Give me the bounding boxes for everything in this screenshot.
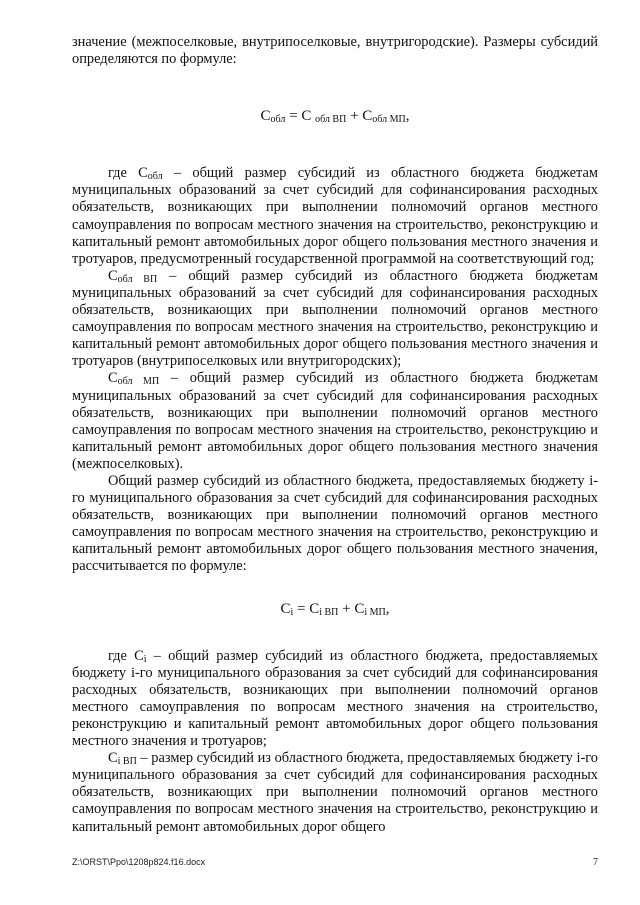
- definition-ci: где $С_i$ – общий размер субсидий из областного бюджета, предоставляемых бюджету i-го муниципального образования за счет субсидий для софинансирования расходных обязательств, возникающих при выполнении полномочий органов местного самоуправления по вопросам местного значения на строительство, реконструкцию и капитальный ремонт автомобильных дорог общего пользования местного значения и тротуаров;: [72, 647, 599, 750]
- document-page: [72, 34, 598, 836]
- file-path: Z:\ORST\Ppo\1208p824.f16.docx: [72, 857, 206, 867]
- definition-c-obl: где $С_{обл}$ – общий размер субсидий из областного бюджета бюджетам муниципальных образований за счет субсидий для софинансирования расходных обязательств, возникающих при выполнении полномочий органов местного самоуправления по вопросам местного значения на строительство, реконструкцию и капитальный ремонт автомобильных дорог общего пользования местного значения и тротуаров, предусмотренный государственной программой на соответствующий год;: [72, 165, 598, 267]
- intro-paragraph: значение (межпоселковые, внутрипоселковые, внутригородские). Размеры субсидий определяются по формуле:: [72, 34, 598, 68]
- definition-c-obl-vp: $С_{обл ВП}$ – общий размер субсидий из областного бюджета бюджетам муниципальных образований за счет субсидий для софинансирования расходных обязательств, возникающих при выполнении полномочий органов местного самоуправления по вопросам местного значения на строительство, реконструкцию и капитальный ремонт автомобильных дорог общего пользования местного значения и тротуаров (внутрипоселковых или внутригородских);: [72, 267, 598, 370]
- general-paragraph: Общий размер субсидий из областного бюджета, предоставляемых бюджету i-го муниципального образования за счет субсидий для софинансирования расходных обязательств, возникающих при выполнении полномочий органов местного самоуправления по вопросам местного значения на строительство, реконструкцию и капитальный ремонт автомобильных дорог общего пользования местного значения, рассчитывается по формуле:: [72, 472, 598, 575]
- page-number: 7: [593, 857, 598, 868]
- definition-ci-vp: $С_{i ВП}$ – размер субсидий из областного бюджета, предоставляемых бюджету i-го муниципального образования за счет субсидий для софинансирования расходных обязательств, возникающих при выполнении полномочий органов местного самоуправления по вопросам местного значения на строительство, реконструкцию и капитальный ремонт автомобильных дорог общего: [72, 750, 598, 835]
- formula-lhs: С: [260, 108, 271, 125]
- formula-total: $С_{обл} = С$ $_{обл ВП} + С_{обл МП}$,: [260, 108, 410, 126]
- definition-c-obl-mp: $С_{обл МП}$ – общий размер субсидий из областного бюджета бюджетам муниципальных образований за счет субсидий для софинансирования расходных обязательств, возникающих при выполнении полномочий органов местного самоуправления по вопросам местного значения на строительство, реконструкцию и капитальный ремонт автомобильных дорог общего пользования местного значения (межпоселковых).: [72, 370, 598, 472]
- formula-ci: $С_i = С_{i ВП} + С_{i МП}$,: [280, 600, 390, 618]
